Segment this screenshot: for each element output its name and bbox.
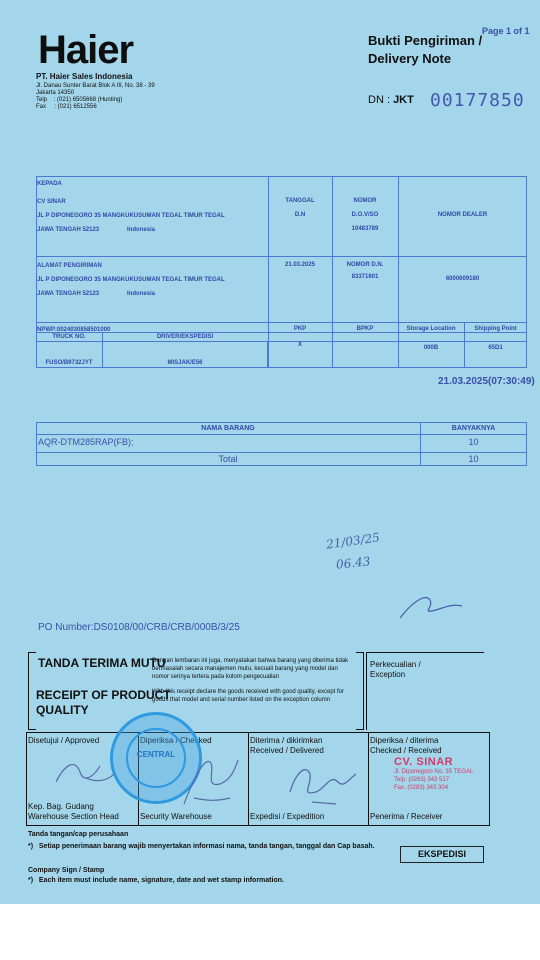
company-address-1: Jl. Danau Sunter Barat Blok A III, No. 38 - 39 [36, 83, 155, 89]
item-qty-header: BANYAKNYA [451, 425, 496, 432]
bpkp-label: BPKP [356, 326, 374, 332]
kepada-label: KEPADA [37, 181, 62, 187]
shipping-address-1: JL P DIPONEGORO 35 MANGKUKUSUMAN TEGAL TIMUR TEGAL [37, 277, 225, 283]
ekspedisi-label: EKSPEDISI [400, 846, 484, 863]
npwp: NPWP:0024030858501000 [37, 327, 111, 333]
recipient-country: Indonesia [127, 227, 156, 233]
recipient-address-1: JL P DIPONEGORO 35 MANGKUKUSUMAN TEGAL TIMUR TEGAL [37, 213, 225, 219]
checked-role: Security Warehouse [140, 812, 212, 821]
document-title [368, 32, 498, 68]
receipt-text-id: Dengan lembaran ini juga, menyatakan bahwa barang yang diterima tidak bermasalah secara manajemen mutu, kecuali barang yang model dan nomor serinya tertera pada kolom pengecualian [152, 658, 349, 680]
delivered-label-2: Received / Delivered [250, 746, 324, 755]
exception-label-2: Exception [370, 670, 406, 679]
received-role: Penerima / Receiver [370, 812, 443, 821]
dn-label [368, 94, 414, 106]
sinar-stamp-name: CV. SINAR [394, 756, 454, 768]
approved-label: Disetujui / Approved [28, 736, 100, 745]
driver-value: MISJAK/E56 [167, 360, 203, 366]
receipt-text-en: With this receipt declare the goods received with good quality, except for goods that model and serial number listed on the exception column [152, 689, 344, 703]
truck-value: FUSO/B9732JYT [45, 360, 93, 366]
recipient-name: CV SINAR [37, 199, 66, 205]
item-qty: 10 [468, 437, 479, 447]
sinar-stamp-address: Jl. Diponegoro No. 35 TEGAL [394, 769, 474, 775]
driver-label: DRIVER/EKSPEDISI [156, 334, 214, 340]
tanggal-label: TANGGAL [285, 198, 315, 204]
checked-signature [174, 748, 244, 812]
storage-location-label: Storage Location [406, 326, 456, 332]
nomor-sub: D.O.V/SO [351, 212, 379, 218]
footer-line2: *) Setiap penerimaan barang wajib menyertakan informasi nama, tanda tangan, tanggal dan Cap basah. [28, 843, 375, 850]
received-label-2: Checked / Received [370, 746, 442, 755]
grid-divider [398, 176, 399, 342]
received-label-1: Diperiksa / diterima [370, 736, 439, 745]
shipping-point-label: Shipping Point [474, 326, 517, 332]
approved-signature [50, 752, 120, 792]
dn-label-text: DN : [368, 94, 390, 106]
company-phone: Telp : (021) 6505668 (Hunting) [36, 97, 123, 103]
dn-code: JKT [393, 94, 414, 106]
exception-label: Perkecualian / [370, 660, 421, 669]
delivered-role: Expedisi / Expedition [250, 812, 325, 821]
shipping-country: Indonesia [127, 291, 156, 297]
item-name: AQR-DTM285RAP(FB); [38, 437, 134, 447]
receipt-title-en-1: RECEIPT OF PRODUCT [36, 688, 171, 702]
grid-divider [464, 322, 465, 342]
bracket-right [356, 652, 364, 730]
doc-title-line2: Delivery Note [368, 51, 452, 66]
company-name: PT. Haier Sales Indonesia [36, 72, 133, 81]
alamat-label: ALAMAT PENGIRIMAN [37, 263, 102, 269]
nomor-value: 10483789 [351, 226, 379, 232]
total-qty: 10 [468, 454, 479, 464]
grid-divider [464, 342, 465, 368]
sinar-stamp-telp: Telp. (0283) 343 517 [394, 777, 450, 783]
delivered-signature [282, 752, 362, 812]
page-indicator: Page 1 of 1 [482, 26, 530, 36]
company-address-2: Jakarta 14350 [36, 90, 75, 96]
po-number: PO Number:DS0108/00/CRB/CRB/000B/3/25 [38, 622, 240, 633]
grid-divider [332, 342, 333, 368]
total-label: Total [218, 454, 238, 464]
grid-divider [36, 256, 527, 257]
approved-role-2: Warehouse Section Head [28, 812, 119, 821]
pkp-label: PKP [293, 326, 307, 332]
dn-number: 00177850 [430, 90, 525, 111]
recipient-address-2: JAWA TENGAH 52123 [37, 227, 100, 233]
nomor-dn-value: 83371601 [351, 274, 379, 280]
company-fax: Fax : (021) 6512556 [36, 104, 97, 110]
receipt-title-en-2: QUALITY [36, 703, 89, 717]
nomor-label: NOMOR [353, 198, 377, 204]
handwritten-date: 21/03/25 [325, 530, 381, 552]
truck-label: TRUCK NO. [52, 334, 86, 340]
nomor-dn-label: NOMOR D.N. [346, 262, 384, 268]
shipping-point-value: 65D1 [488, 345, 503, 351]
bracket-left [28, 652, 36, 730]
sig-divider [368, 732, 369, 826]
delivered-label-1: Diterima / dikirimkan [250, 736, 323, 745]
grid-divider [398, 342, 399, 368]
grid-divider [36, 322, 527, 323]
handwritten-signature-top [396, 590, 466, 624]
dealer-value: 6000609180 [445, 276, 480, 282]
sig-divider [248, 732, 249, 826]
haier-logo: Haier [38, 28, 134, 72]
table-divider [36, 452, 527, 453]
receipt-title-id: TANDA TERIMA MUTU [38, 656, 166, 670]
footer-line3: Company Sign / Stamp [28, 867, 105, 874]
table-divider [36, 434, 527, 435]
checked-label: Diperiksa / Checked [140, 736, 212, 745]
tanggal-value: D.N [294, 212, 306, 218]
doc-title-line1: Bukti Pengiriman / [368, 33, 483, 48]
footer-line4: *) Each item must include name, signature, date and wet stamp information. [28, 877, 284, 884]
shipping-address-2: JAWA TENGAH 52123 [37, 291, 100, 297]
sinar-stamp-fax: Fax. (0283) 343 304 [394, 785, 449, 791]
dealer-label: NOMOR DEALER [437, 212, 488, 218]
shipping-date: 21.03.2025 [284, 262, 316, 268]
central-stamp-text: CENTRAL [136, 750, 176, 759]
print-timestamp: 21.03.2025(07:30:49) [438, 376, 535, 387]
pkp-value: X [297, 342, 302, 348]
footer-line1: Tanda tangan/cap perusahaan [28, 831, 129, 838]
approved-role-1: Kep. Bag. Gudang [28, 802, 94, 811]
cv-sinar-stamp [394, 756, 473, 792]
storage-location-value: 000B [423, 345, 439, 351]
item-name-header: NAMA BARANG [201, 425, 255, 432]
handwritten-time: 06.43 [335, 554, 371, 572]
